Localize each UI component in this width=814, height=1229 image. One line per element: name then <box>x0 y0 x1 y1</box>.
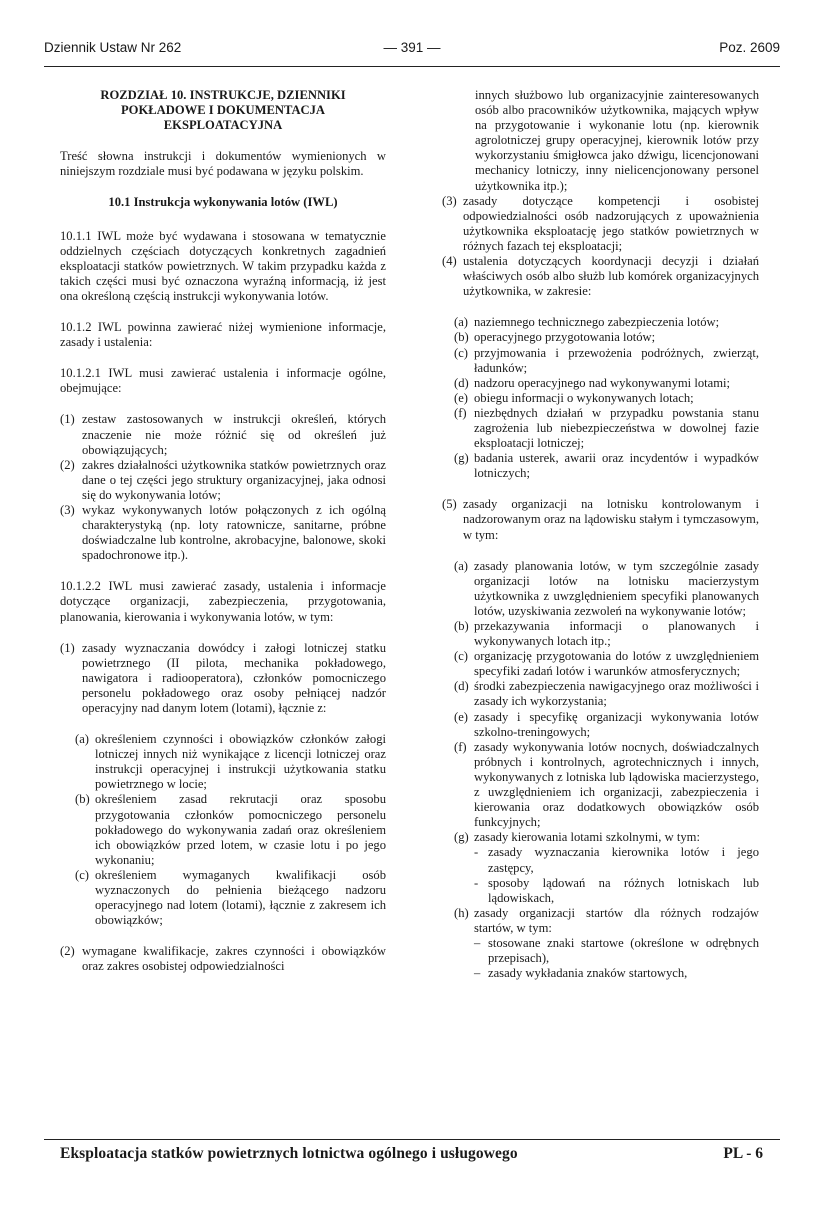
header-rule <box>44 66 780 67</box>
list-item: - zasady wyznaczania kierownika lotów i jego zastępcy, <box>474 845 759 875</box>
list-item: (a) zasady planowania lotów, w tym szczególnie zasady organizacji lotów na lotnisku macierzystym użytkownika z uwzględnieniem specyfiki planowanych lotów, uzyskiwania zezwoleń na wykonywanie lotów; <box>454 558 759 618</box>
list-item: (a) określeniem czynności i obowiązków członków załogi lotniczej innych niż wynikające z licencji lotniczej oraz instrukcji operacyjnej i instrukcji użytkowania statku powietrznego w locie; <box>75 732 386 792</box>
list-item: (c) określeniem wymaganych kwalifikacji osób wyznaczonych do pełnienia bieżącego nadzoru operacyjnego nad lotem (lotami), łącznie z zakresem ich obowiązków; <box>75 867 386 928</box>
position-number: Poz. 2609 <box>719 40 780 55</box>
list-item: (e) obiegu informacji o wykonywanych lotach; <box>454 390 694 405</box>
intro-paragraph: Treść słowna instrukcji i dokumentów wymienionych w niniejszym rozdziale musi być podawana w języku polskim. <box>60 149 386 179</box>
list-item: (5) zasady organizacji na lotnisku kontrolowanym i nadzorowanym oraz na lądowisku stałym i tymczasowym, w tym: <box>442 497 759 542</box>
list-item: (b) określeniem zasad rekrutacji oraz sposobu przygotowania członków pomocniczego personelu pokładowego do wykonywania zadań oraz określeniem ich obowiązków przed lotem, w czasie lotu i po jego wykonaniu; <box>75 792 386 867</box>
list-item: (b) operacyjnego przygotowania lotów; <box>454 330 656 345</box>
paragraph-10-1-2: 10.1.2 IWL powinna zawierać niżej wymienione informacje, zasady i ustalenia: <box>60 320 386 350</box>
list-item: (2) wymagane kwalifikacje, zakres czynności i obowiązków oraz zakres osobistej odpowiedzialności <box>60 944 386 974</box>
list-item: (g) zasady kierowania lotami szkolnymi, w tym: <box>454 830 700 845</box>
list-item: (g) badania usterek, awarii oraz incydentów i wypadków lotniczych; <box>454 451 759 481</box>
paragraph-10-1-2-2: 10.1.2.2 IWL musi zawierać zasady, ustalenia i informacje dotyczące organizacji, zabezpieczenia, przygotowania, planowania, kierowania i wykonywania lotów, w tym: <box>60 579 386 624</box>
paragraph-10-1-1: 10.1.1 IWL może być wydawana i stosowana w tematycznie oddzielnych częściach dotyczących konkretnych zagadnień eksploatacji statków powietrznych. W takim przypadku każda z takich części musi być oznaczona wyraźną informacją, iż jest ona określoną częścią instrukcji wykonywania lotów. <box>60 228 386 303</box>
right-column <box>442 88 759 981</box>
list-item: (1) zestaw zastosowanych w instrukcji określeń, których znaczenie nie może różnić się od określeń już obowiązujących; <box>60 412 386 457</box>
list-item: (2) zakres działalności użytkownika statków powietrznych oraz dane o tej części jego struktury organizacyjnej, jaka odnosi się do wykonywania lotów; <box>60 457 386 502</box>
footer-title: Eksploatacja statków powietrznych lotnictwa ogólnego i usługowego <box>60 1145 518 1162</box>
list-item: (d) środki zabezpieczenia nawigacyjnego oraz możliwości i zasady ich wykorzystania; <box>454 679 759 709</box>
paragraph-10-1-2-1: 10.1.2.1 IWL musi zawierać ustalenia i informacje ogólne, obejmujące: <box>60 366 386 396</box>
list-item: (4) ustalenia dotyczących koordynacji decyzji i działań właściwych osób albo służb lub komórek organizacyjnych użytkownika, w zakresie: <box>442 254 759 299</box>
list-item: (d) nadzoru operacyjnego nad wykonywanymi lotami; <box>454 375 731 390</box>
list-item: – stosowane znaki startowe (określone w odrębnych przepisach), <box>474 935 759 966</box>
list-item-continued: innych służbowo lub organizacyjnie zainteresowanych osób albo pracowników użytkownika, mających wpływ na przygotowanie i wykonanie lotu (np. kierownik agrolotniczej grupy operacyjnej, kierownik lotów przy wykorzystaniu śmigłowca jako dźwigu, licencjonowani mechanicy lotniczy, inny nielicencjonowany personel użytkownika itp.); <box>475 88 759 193</box>
page-header <box>44 40 780 60</box>
list-item: (c) przyjmowania i przewożenia podróżnych, zwierząt, ładunków; <box>454 345 759 375</box>
list-item: (b) przekazywania informacji o planowanych i wykonywanych lotach itp.; <box>454 619 759 649</box>
list-item: – zasady wykładania znaków startowych, <box>474 966 688 981</box>
list-item: (f) niezbędnych działań w przypadku powstania stanu zagrożenia lub niebezpieczeństwa w dowolnej fazie eksploatacji lotniczej; <box>454 405 759 451</box>
footer-rule <box>44 1139 780 1140</box>
list-item: - sposoby lądowań na różnych lotniskach lub lądowiskach, <box>474 875 759 905</box>
journal-name: Dziennik Ustaw Nr 262 <box>44 40 182 55</box>
list-item: (1) zasady wyznaczania dowódcy i załogi lotniczej statku powietrznego (II pilota, mechanika pokładowego, nawigatora i radiooperatora), członków pomocniczego personelu pokładowego oraz osoby pełniącej nadzór operacyjny nad danym lotem (lotami), łącznie z: <box>60 640 386 715</box>
list-item: (a) naziemnego technicznego zabezpieczenia lotów; <box>454 315 720 330</box>
list-item: (3) zasady dotyczące kompetencji i osobistej odpowiedzialności osób nadzorujących z upoważnienia użytkownika eksploatację jego statków powietrznych w różnych fazach tej eksploatacji; <box>442 193 759 253</box>
list-item: (e) zasady i specyfikę organizacji wykonywania lotów szkolno-treningowych; <box>454 709 759 739</box>
list-item: (h) zasady organizacji startów dla różnych rodzajów startów, w tym: <box>454 905 759 935</box>
list-item: (3) wykaz wykonywanych lotów połączonych z ich ogólną charakterystyką (np. loty ratownicze, sanitarne, próbne doświadczalne lub kontrolne, akrobacyjne, balonowe, skoki spadochronowe itp.). <box>60 502 386 563</box>
section-heading: 10.1 Instrukcja wykonywania lotów (IWL) <box>108 195 338 210</box>
chapter-title: ROZDZIAŁ 10. INSTRUKCJE, DZIENNIKI POKŁADOWE I DOKUMENTACJA EKSPLOATACYJNA <box>100 88 346 133</box>
list-item: (c) organizację przygotowania do lotów z uwzględnieniem specyfiki zadań lotów i warunków atmosferycznych; <box>454 649 759 679</box>
left-column <box>60 88 386 975</box>
list-item: (f) zasady wykonywania lotów nocnych, doświadczalnych próbnych i kontrolnych, agrotechnicznych i innych, wykonywanych z lotniska lub lądowiska macierzystego, z uwzględnieniem ich organizacji, zabezpieczenia i kierowania oraz dodatkowych obowiązków osób funkcyjnych; <box>454 739 759 830</box>
page-number: — 391 — <box>383 40 441 55</box>
footer-page-code: PL - 6 <box>723 1145 763 1162</box>
